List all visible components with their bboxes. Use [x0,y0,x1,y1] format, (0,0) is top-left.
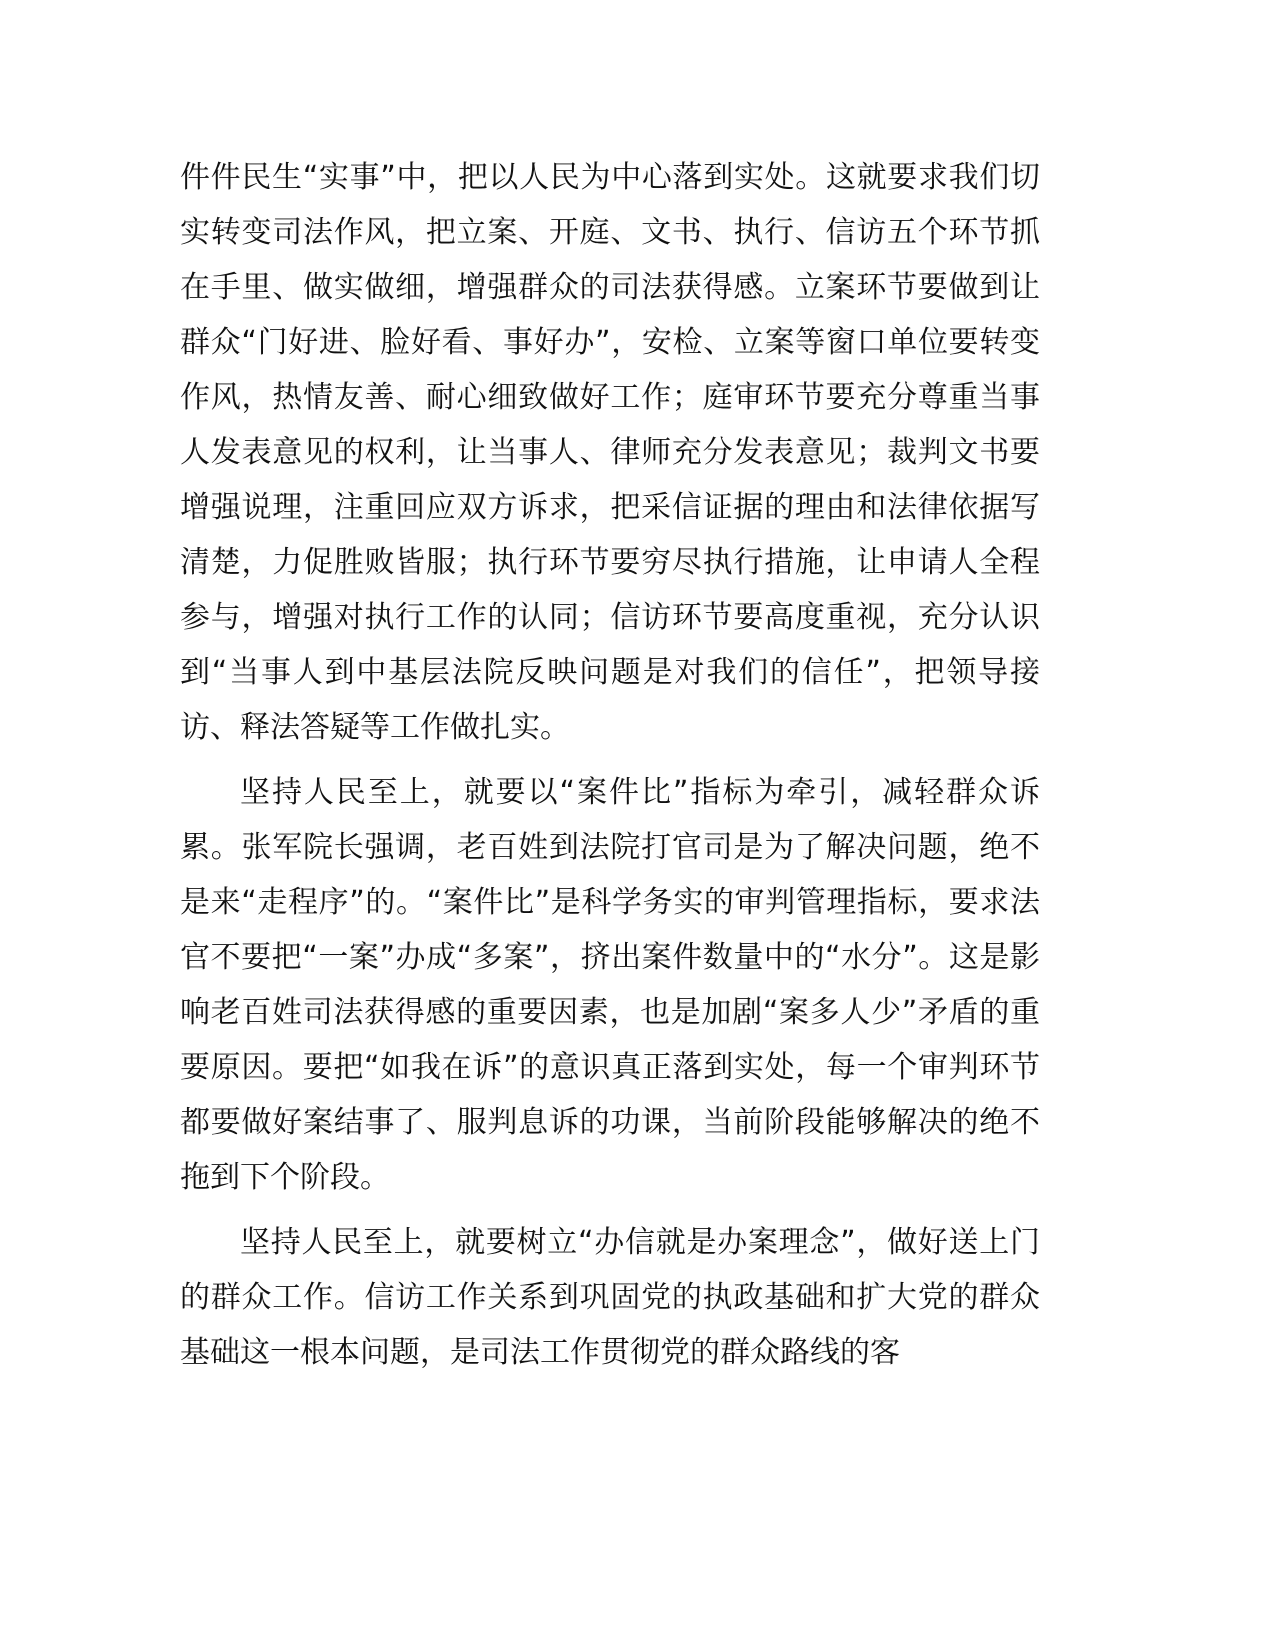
paragraph-1: 件件民生“实事”中，把以人民为中心落到实处。这就要求我们切实转变司法作风，把立案、开庭、文书、执行、信访五个环节抓在手里、做实做细，增强群众的司法获得感。立案环节要做到让群众“门好进、脸好看、事好办”，安检、立案等窗口单位要转变作风，热情友善、耐心细致做好工作；庭审环节要充分尊重当事人发表意见的权利，让当事人、律师充分发表意见；裁判文书要增强说理，注重回应双方诉求，把采信证据的理由和法律依据写清楚，力促胜败皆服；执行环节要穷尽执行措施，让申请人全程参与，增强对执行工作的认同；信访环节要高度重视，充分认识到“当事人到中基层法院反映问题是对我们的信任”，把领导接访、释法答疑等工作做扎实。 [180,160,1040,745]
paragraph-3: 坚持人民至上，就要树立“办信就是办案理念”，做好送上门的群众工作。信访工作关系到巩固党的执政基础和扩大党的群众基础这一根本问题，是司法工作贯彻党的群众路线的客 [180,1225,1040,1370]
document-body [180,150,1040,1380]
paragraph-2: 坚持人民至上，就要以“案件比”指标为牵引，减轻群众诉累。张军院长强调，老百姓到法院打官司是为了解决问题，绝不是来“走程序”的。“案件比”是科学务实的审判管理指标，要求法官不要把“一案”办成“多案”，挤出案件数量中的“水分”。这是影响老百姓司法获得感的重要因素，也是加剧“案多人少”矛盾的重要原因。要把“如我在诉”的意识真正落到实处，每一个审判环节都要做好案结事了、服判息诉的功课，当前阶段能够解决的绝不拖到下个阶段。 [180,775,1040,1195]
